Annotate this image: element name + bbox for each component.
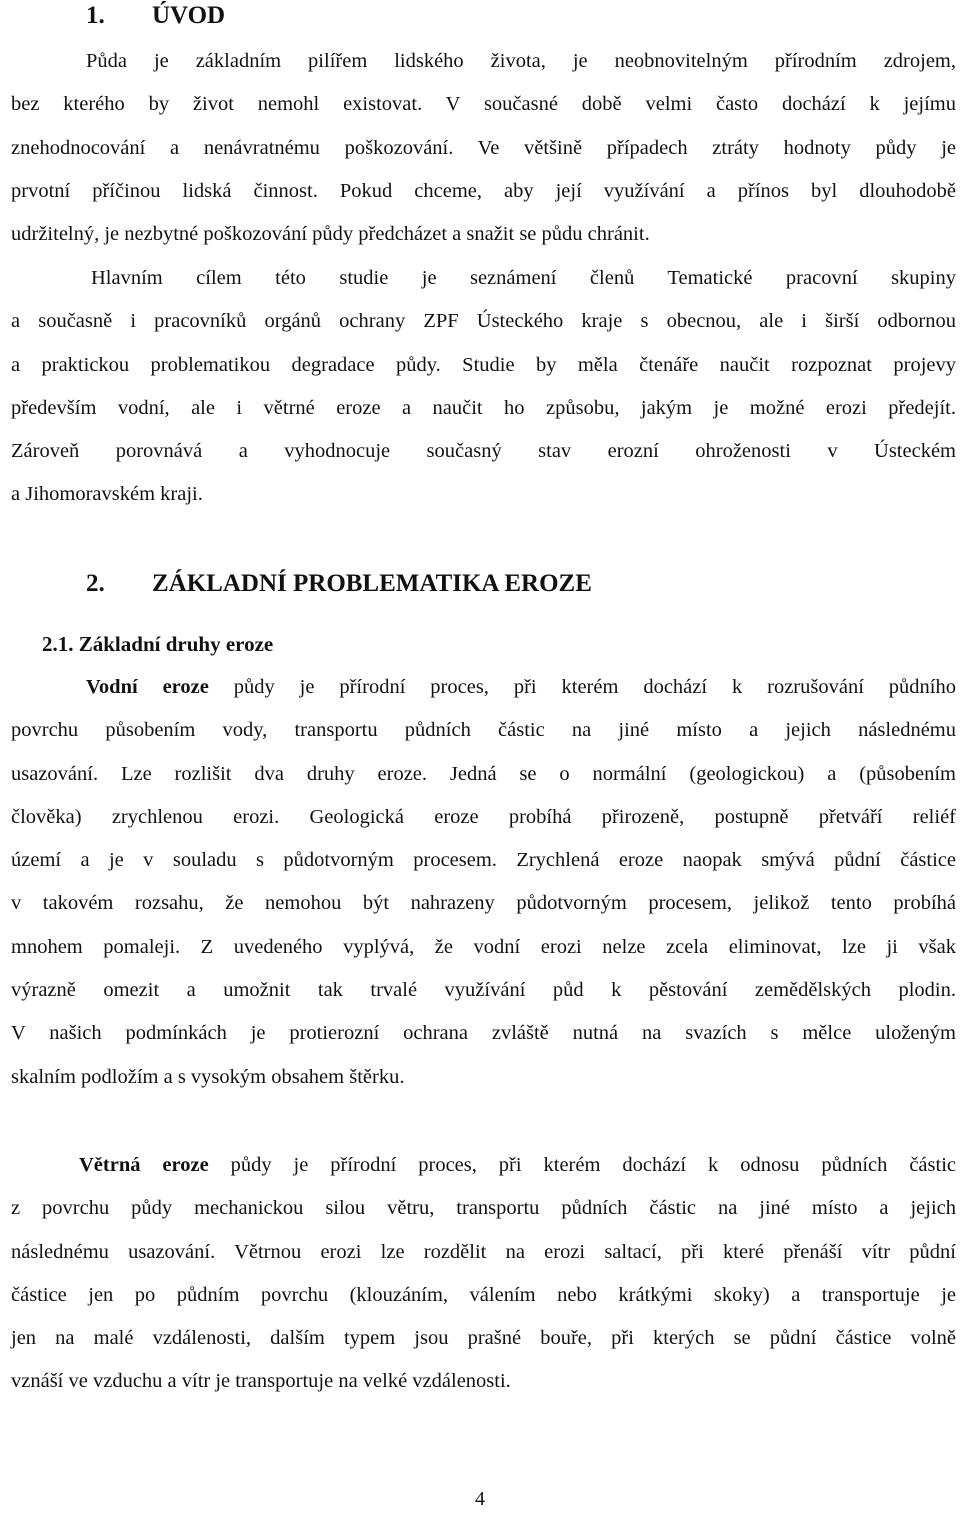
paragraph-line: území a je v souladu s půdotvorným procesem. Zrychlená eroze naopak smývá půdní částice: [11, 849, 956, 872]
section-number: 2.: [86, 570, 105, 597]
paragraph-line: Půda je základním pilířem lidského života, je neobnovitelným přírodním zdrojem,: [86, 50, 956, 72]
paragraph-line: následnému usazování. Větrnou erozi lze rozdělit na erozi saltací, při které přenáší vítr půdní: [11, 1240, 956, 1263]
section-heading-2: [86, 570, 592, 598]
aim-paragraph: [11, 257, 956, 517]
paragraph-line: a současně i pracovníků orgánů ochrany ZPF Ústeckého kraje s obecnou, ale i širší odbornou: [11, 310, 956, 333]
wind-erosion-paragraph: [11, 1144, 956, 1404]
term-water-erosion: Vodní eroze: [86, 676, 209, 698]
section-title: ZÁKLADNÍ PROBLEMATIKA EROZE: [152, 570, 592, 597]
paragraph-line: V našich podmínkách je protierozní ochrana zvláště nutná na svazích s mělce uloženým: [11, 1022, 956, 1045]
paragraph-line: výrazně omezit a umožnit tak trvalé využívání půd k pěstování zemědělských plodin.: [11, 979, 956, 1002]
water-erosion-paragraph: [11, 666, 956, 1099]
paragraph-line: znehodnocování a nenávratnému poškozování. Ve většině případech ztráty hodnoty půdy je: [11, 136, 956, 159]
intro-paragraph: [11, 40, 956, 256]
section-title: ÚVOD: [152, 2, 226, 29]
paragraph-line: částice jen po půdním povrchu (klouzáním, válením nebo krátkými skoky) a transportuje je: [11, 1283, 956, 1306]
page-number: 4: [475, 1488, 485, 1510]
paragraph-line: udržitelný, je nezbytné poškozování půdy předcházet a snažit se půdu chránit.: [11, 223, 650, 246]
paragraph-line: mnohem pomaleji. Z uvedeného vyplývá, že vodní erozi nelze zcela eliminovat, lze ji však: [11, 935, 956, 958]
paragraph-line: povrchu působením vody, transportu půdních částic na jiné místo a jejich následnému: [11, 719, 956, 742]
paragraph-line: a praktickou problematikou degradace půdy. Studie by měla čtenáře naučit rozpoznat projevy: [11, 353, 956, 376]
paragraph-line: jen na malé vzdálenosti, dalším typem jsou prašné bouře, při kterých se půdní částice volně: [11, 1327, 956, 1350]
paragraph-line: člověka) zrychlenou erozi. Geologická eroze probíhá přirozeně, postupně přetváří reliéf: [11, 805, 956, 828]
paragraph-line: především vodní, ale i větrné eroze a naučit ho způsobu, jakým je možné erozi předejít.: [11, 396, 956, 419]
paragraph-line: Hlavním cílem této studie je seznámení členů Tematické pracovní skupiny: [91, 267, 956, 289]
paragraph-text: půdy je přírodní proces, při kterém dochází k rozrušování půdního: [208, 676, 956, 698]
section-number: 1.: [86, 2, 105, 29]
section-heading-1: [86, 2, 225, 30]
paragraph-line: z povrchu půdy mechanickou silou větru, transportu půdních částic na jiné místo a jejich: [11, 1197, 956, 1220]
paragraph-line: Zároveň porovnává a vyhodnocuje současný stav erozní ohroženosti v Ústeckém: [11, 440, 956, 463]
term-wind-erosion: Větrná eroze: [79, 1154, 209, 1176]
paragraph-line: [11, 1144, 956, 1187]
paragraph-line: usazování. Lze rozlišit dva druhy eroze. Jedná se o normální (geologickou) a (působením: [11, 762, 956, 785]
paragraph-line: v takovém rozsahu, že nemohou být nahrazeny půdotvorným procesem, jelikož tento probíhá: [11, 892, 956, 915]
paragraph-line: [11, 666, 956, 709]
paragraph-text: půdy je přírodní proces, při kterém dochází k odnosu půdních částic: [208, 1154, 956, 1176]
paragraph-line: a Jihomoravském kraji.: [11, 483, 203, 506]
paragraph-line: vznáší ve vzduchu a vítr je transportuje na velké vzdálenosti.: [11, 1370, 511, 1393]
subsection-heading: 2.1. Základní druhy eroze: [42, 632, 274, 656]
paragraph-line: prvotní příčinou lidská činnost. Pokud chceme, aby její využívání a přínos byl dlouhodobě: [11, 179, 956, 202]
paragraph-line: skalním podložím a s vysokým obsahem štěrku.: [11, 1065, 405, 1088]
paragraph-line: bez kterého by život nemohl existovat. V současné době velmi často dochází k jejímu: [11, 93, 956, 116]
